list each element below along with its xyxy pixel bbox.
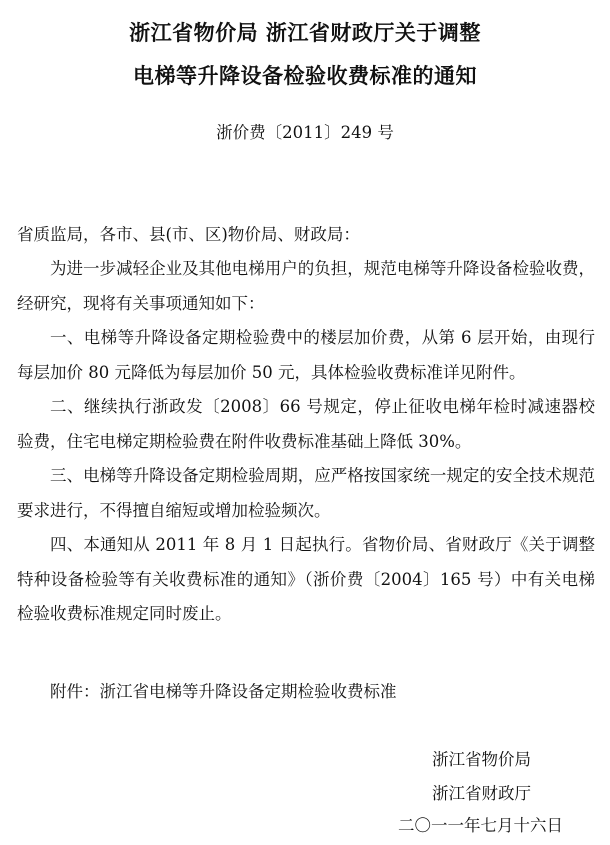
paragraph-item-4: 四、本通知从 2011 年 8 月 1 日起执行。省物价局、省财政厅《关于调整特种设备检验等有关收费标准的通知》（浙价费〔2004〕165 号）中有关电梯检验收费标准规定同时废止。	[17, 535, 595, 623]
attachment-note: 附件：浙江省电梯等升降设备定期检验收费标准	[50, 682, 397, 701]
document-body	[17, 252, 595, 632]
issuer-finance-department: 浙江省财政厅	[432, 784, 531, 803]
paragraph-intro: 为进一步减轻企业及其他电梯用户的负担，规范电梯等升降设备检验收费，经研究，现将有关事项通知如下：	[17, 259, 595, 313]
addressee-block	[17, 218, 595, 253]
paragraph-item-2: 二、继续执行浙政发〔2008〕66 号规定，停止征收电梯年检时减速器校验费，住宅电梯定期检验费在附件收费标准基础上降低 30%。	[17, 397, 595, 451]
document-number: 浙价费〔2011〕249 号	[216, 123, 394, 142]
paragraph-item-1: 一、电梯等升降设备定期检验费中的楼层加价费，从第 6 层开始，由现行每层加价 80 元降低为每层加价 50 元，具体检验收费标准详见附件。	[17, 328, 595, 382]
addressee: 省质监局，各市、县(市、区)物价局、财政局：	[17, 225, 360, 244]
issuer-price-bureau: 浙江省物价局	[432, 750, 531, 769]
document-title-line-1: 浙江省物价局 浙江省财政厅关于调整	[129, 21, 481, 45]
document-title-line-2: 电梯等升降设备检验收费标准的通知	[133, 64, 477, 88]
paragraph-item-3: 三、电梯等升降设备定期检验周期，应严格按国家统一规定的安全技术规范要求进行，不得擅自缩短或增加检验频次。	[17, 466, 595, 520]
issue-date: 二〇一一年七月十六日	[398, 816, 563, 835]
